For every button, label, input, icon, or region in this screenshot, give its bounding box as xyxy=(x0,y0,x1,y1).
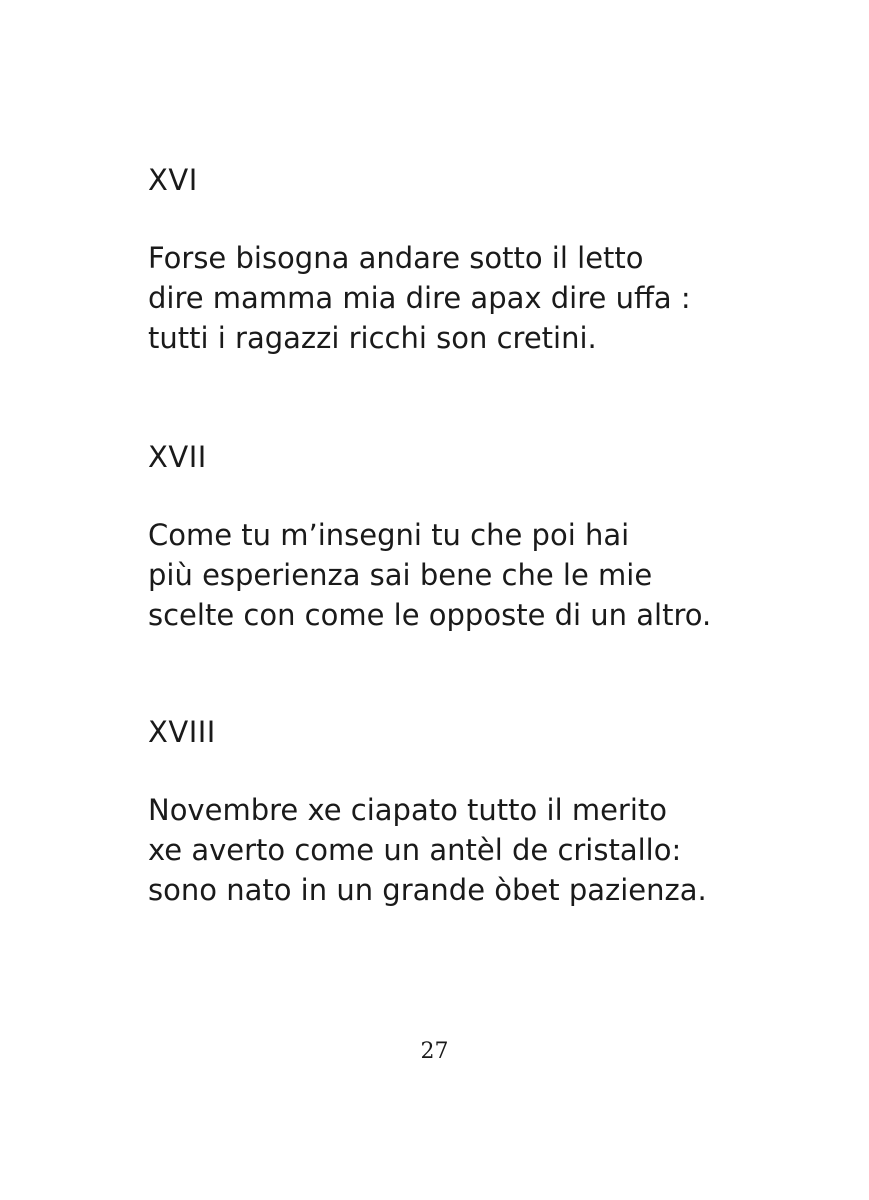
verse-line: Novembre xe ciapato tutto il merito xyxy=(148,793,668,827)
poem-numeral: XVII xyxy=(148,440,207,474)
verse-line: sono nato in un grande òbet pazienza. xyxy=(148,873,707,907)
verse-line: scelte con come le opposte di un altro. xyxy=(148,598,712,632)
verse-list xyxy=(148,515,828,635)
verse-list xyxy=(148,790,828,910)
verse-list xyxy=(148,238,828,358)
poem-xvi xyxy=(148,160,828,358)
verse-line: dire mamma mia dire apax dire uffa : xyxy=(148,281,691,315)
verse-line: xe averto come un antèl de cristallo: xyxy=(148,833,682,867)
poem-numeral: XVI xyxy=(148,163,198,197)
poem-xviii xyxy=(148,712,828,910)
verse-line: Forse bisogna andare sotto il letto xyxy=(148,241,644,275)
poem-numeral: XVIII xyxy=(148,715,216,749)
verse-line: più esperienza sai bene che le mie xyxy=(148,558,653,592)
verse-line: Come tu m’insegni tu che poi hai xyxy=(148,518,630,552)
poem-xvii xyxy=(148,437,828,635)
verse-line: tutti i ragazzi ricchi son cretini. xyxy=(148,321,597,355)
page-number: 27 xyxy=(420,1039,449,1064)
